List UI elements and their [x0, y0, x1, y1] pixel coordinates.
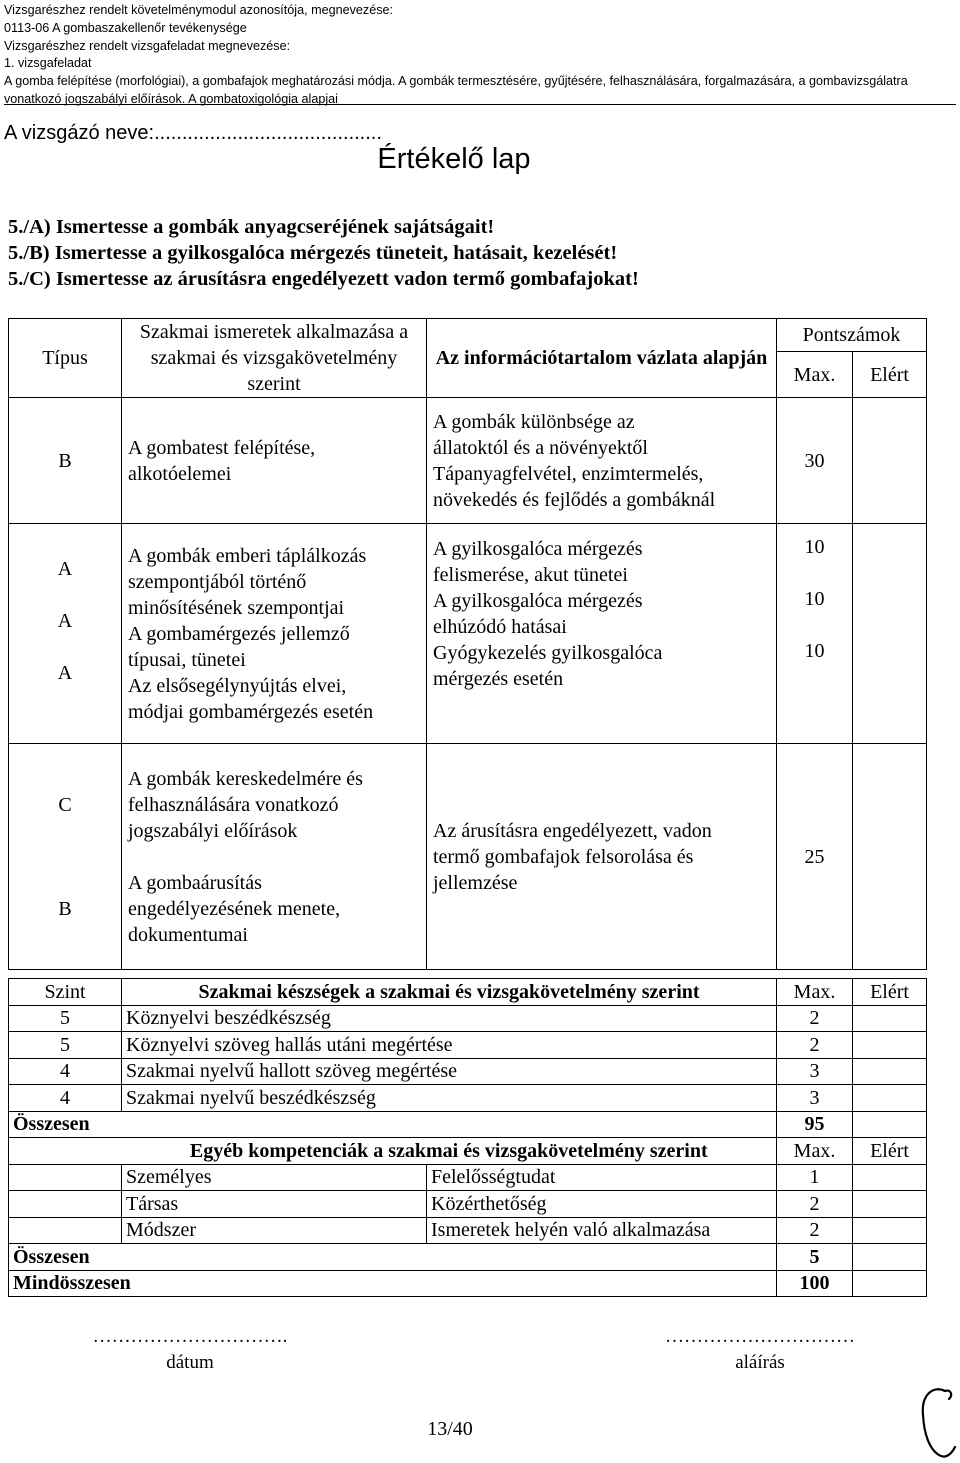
max-cell: 3	[777, 1085, 853, 1112]
table-row	[9, 744, 927, 970]
empty-cell	[9, 1217, 122, 1244]
evaluation-table	[8, 318, 927, 970]
max-cell: 2	[777, 1191, 853, 1218]
page-title: Értékelő lap	[377, 143, 531, 175]
category-cell: Személyes	[122, 1164, 427, 1191]
signature-field	[560, 1326, 960, 1374]
competency-cell: Felelősségtudat	[427, 1164, 777, 1191]
achieved-cell[interactable]	[853, 398, 927, 524]
max-cell: 3	[777, 1058, 853, 1085]
page-number: 13/40	[427, 1418, 473, 1440]
max-header: Max.	[777, 352, 853, 398]
achieved-cell[interactable]	[853, 1032, 927, 1059]
subtotal-value: 95	[777, 1111, 853, 1138]
subtotal-label: Összesen	[9, 1111, 777, 1138]
subtotal-label: Összesen	[9, 1244, 777, 1271]
achieved-cell[interactable]	[853, 1164, 927, 1191]
task-item: 5./C) Ismertesse az árusításra engedélyezett vadon termő gombafajokat!	[8, 268, 639, 290]
grand-total-value: 100	[777, 1270, 853, 1297]
competency-table	[8, 978, 927, 1297]
max-cell: 2	[777, 1005, 853, 1032]
achieved-cell[interactable]	[853, 1058, 927, 1085]
achieved-cell[interactable]	[853, 1005, 927, 1032]
competency-cell: Közérthetőség	[427, 1191, 777, 1218]
type-cell: B	[9, 398, 122, 524]
achieved-cell[interactable]	[853, 1270, 927, 1297]
empty-cell	[9, 1191, 122, 1218]
level-cell: 5	[9, 1032, 122, 1059]
table-row	[9, 1005, 927, 1032]
subtotal-row	[9, 1244, 927, 1271]
max-header: Max.	[777, 979, 853, 1006]
table-row	[9, 1191, 927, 1218]
skills-section-header: Szakmai készségek a szakmai és vizsgakövetelmény szerint	[122, 979, 777, 1006]
table-row	[9, 1085, 927, 1112]
table-row	[9, 398, 927, 524]
skill-name-cell: Szakmai nyelvű beszédkészség	[122, 1085, 777, 1112]
achieved-header: Elért	[853, 1138, 927, 1165]
header-divider	[4, 104, 956, 105]
header-line: Vizsgarészhez rendelt követelménymodul azonosítója, megnevezése:	[4, 3, 393, 17]
subtotal-value: 5	[777, 1244, 853, 1271]
signature-dots: …………………………	[665, 1326, 855, 1347]
grand-total-row	[9, 1270, 927, 1297]
task-item: 5./B) Ismertesse a gyilkosgalóca mérgezés tüneteit, hatásait, kezelését!	[8, 242, 618, 264]
max-cell: 10 10 10	[777, 524, 853, 744]
document-header	[4, 2, 956, 109]
achieved-header: Elért	[853, 979, 927, 1006]
header-line: Vizsgarészhez rendelt vizsgafeladat megnevezése:	[4, 38, 291, 53]
level-cell: 4	[9, 1085, 122, 1112]
other-section-header: Egyéb kompetenciák a szakmai és vizsgakövetelmény szerint	[122, 1138, 777, 1165]
achieved-cell[interactable]	[853, 524, 927, 744]
header-topic: A gomba felépítése (morfológiai), a gombafajok meghatározási módja. A gombák termesztésére, gyűjtésére, felhasználására, forgalmazására, a gombavizsgálatra vonatkozó jogszabályi előírások. A gombatoxigológia alapjai	[4, 74, 908, 106]
outline-cell: A gombák különbsége az állatoktól és a növényektől Tápanyagfelvétel, enzimtermelés, növekedés és fejlődés a gombáknál	[427, 398, 777, 524]
skill-cell: A gombatest felépítése, alkotóelemei	[122, 398, 427, 524]
skill-name-cell: Köznyelvi beszédkészség	[122, 1005, 777, 1032]
max-cell: 30	[777, 398, 853, 524]
table-row	[9, 1032, 927, 1059]
skill-cell: A gombák emberi táplálkozás szempontjából történő minősítésének szempontjai A gombamérgezés jellemző típusai, tünetei Az elsősegélynyújtás elvei, módjai gombamérgezés esetén	[122, 524, 427, 744]
achieved-cell[interactable]	[853, 1244, 927, 1271]
outline-cell: Az árusításra engedélyezett, vadon termő gombafajok felsorolása és jellemzése	[427, 744, 777, 970]
task-list	[8, 214, 639, 292]
max-cell: 2	[777, 1217, 853, 1244]
header-line: 0113-06 A gombaszakellenőr tevékenysége	[4, 20, 247, 35]
max-header: Max.	[777, 1138, 853, 1165]
achieved-cell[interactable]	[853, 1085, 927, 1112]
outline-header: Az információtartalom vázlata alapján	[427, 319, 777, 398]
max-cell: 1	[777, 1164, 853, 1191]
task-item: 5./A) Ismertesse a gombák anyagcseréjének sajátságait!	[8, 216, 495, 238]
date-dots: ………………………….	[92, 1326, 288, 1347]
achieved-cell[interactable]	[853, 1191, 927, 1218]
type-cell: A A A	[9, 524, 122, 744]
competency-cell: Ismeretek helyén való alkalmazása	[427, 1217, 777, 1244]
skill-name-cell: Szakmai nyelvű hallott szöveg megértése	[122, 1058, 777, 1085]
skill-cell: A gombák kereskedelmére és felhasználására vonatkozó jogszabályi előírások A gombaárusítás engedélyezésének menete, dokumentumai	[122, 744, 427, 970]
examinee-name-field: A vizsgázó neve:.........................................	[4, 122, 382, 144]
points-header: Pontszámok	[777, 319, 927, 352]
category-cell: Társas	[122, 1191, 427, 1218]
grand-total-label: Mindösszesen	[9, 1270, 777, 1297]
table-row	[9, 1164, 927, 1191]
header-line: 1. vizsgafeladat	[4, 56, 92, 71]
level-cell: 4	[9, 1058, 122, 1085]
max-cell: 2	[777, 1032, 853, 1059]
achieved-cell[interactable]	[853, 744, 927, 970]
date-label: dátum	[166, 1352, 214, 1373]
table-row	[9, 1058, 927, 1085]
outline-cell: A gyilkosgalóca mérgezés felismerése, akut tünetei A gyilkosgalóca mérgezés elhúzódó hatásai Gyógykezelés gyilkosgalóca mérgezés esetén	[427, 524, 777, 744]
empty-cell	[9, 1164, 122, 1191]
handwritten-signature-mark	[915, 1385, 959, 1461]
subtotal-row	[9, 1111, 927, 1138]
achieved-header: Elért	[853, 352, 927, 398]
level-cell: 5	[9, 1005, 122, 1032]
date-field	[40, 1326, 340, 1374]
achieved-cell[interactable]	[853, 1217, 927, 1244]
skill-name-cell: Köznyelvi szöveg hallás utáni megértése	[122, 1032, 777, 1059]
achieved-cell[interactable]	[853, 1111, 927, 1138]
skills-header: Szakmai ismeretek alkalmazása a szakmai és vizsgakövetelmény szerint	[122, 319, 427, 398]
type-header: Típus	[9, 319, 122, 398]
type-cell: C B	[9, 744, 122, 970]
category-cell: Módszer	[122, 1217, 427, 1244]
table-row	[9, 524, 927, 744]
max-cell: 25	[777, 744, 853, 970]
empty-cell	[9, 1138, 122, 1165]
table-row	[9, 1217, 927, 1244]
signature-label: aláírás	[735, 1352, 785, 1373]
level-header: Szint	[9, 979, 122, 1006]
